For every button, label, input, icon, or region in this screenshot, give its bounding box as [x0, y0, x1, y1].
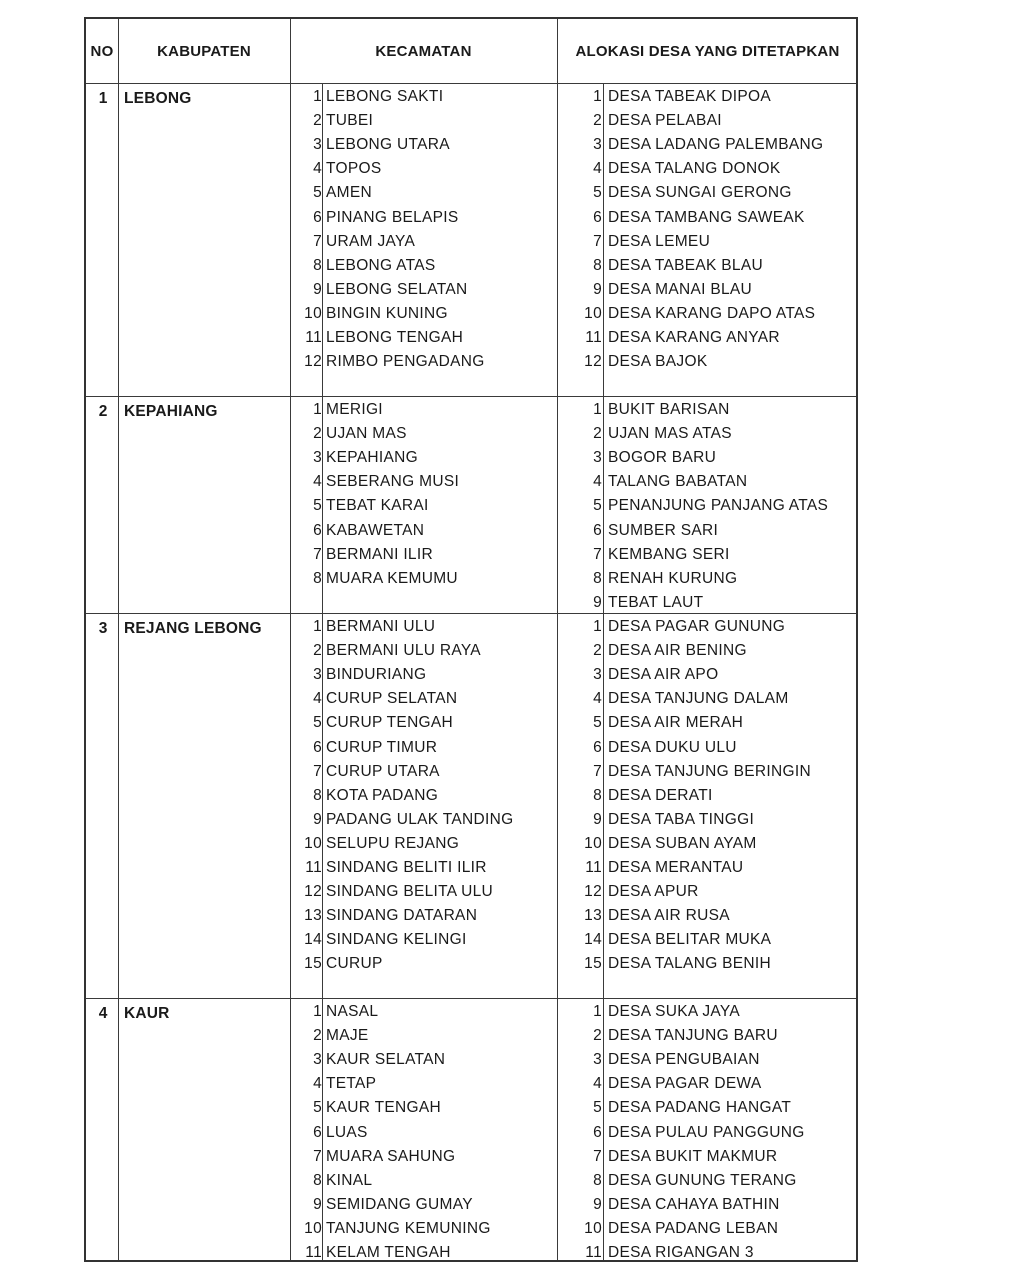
kecamatan-index: 3: [313, 1051, 322, 1069]
allocation-table: [84, 17, 858, 1262]
table-row: [86, 446, 856, 470]
kecamatan-index: 10: [304, 834, 322, 852]
kecamatan-name: CURUP TENGAH: [326, 714, 454, 732]
desa-index: 10: [584, 304, 602, 322]
table-row: [86, 1121, 856, 1145]
desa-index: 7: [593, 1147, 602, 1165]
desa-name: PENANJUNG PANJANG ATAS: [608, 497, 829, 515]
desa-name: DESA DUKU ULU: [608, 738, 737, 756]
table-row: [86, 519, 856, 543]
kecamatan-name: KOTA PADANG: [326, 786, 439, 804]
header-no: NO: [90, 43, 114, 60]
kecamatan-index: 13: [304, 907, 322, 925]
kecamatan-index: 11: [305, 1244, 322, 1261]
desa-name: DESA PADANG LEBAN: [608, 1219, 779, 1237]
kecamatan-index: 1: [313, 618, 322, 635]
kecamatan-name: LEBONG ATAS: [326, 256, 436, 274]
kecamatan-name: MERIGI: [326, 401, 383, 418]
table-row: [86, 1072, 856, 1096]
desa-index: 3: [593, 666, 602, 684]
desa-index: 14: [584, 931, 602, 949]
table-row: [86, 422, 856, 446]
table-row: [86, 639, 856, 663]
desa-name: TEBAT LAUT: [608, 593, 704, 611]
desa-index: 4: [593, 690, 602, 708]
kecamatan-index: 9: [313, 280, 322, 298]
kecamatan-name: LEBONG TENGAH: [326, 329, 464, 346]
desa-name: KEMBANG SERI: [608, 545, 730, 563]
kecamatan-name: MUARA KEMUMU: [326, 569, 458, 587]
desa-name: DESA KARANG ANYAR: [608, 329, 780, 346]
kecamatan-index: 3: [313, 136, 322, 154]
desa-index: 4: [593, 473, 602, 491]
kecamatan-name: BINGIN KUNING: [326, 304, 448, 322]
kecamatan-index: 1: [313, 401, 322, 418]
desa-name: DESA APUR: [608, 883, 699, 901]
desa-name: DESA BELITAR MUKA: [608, 931, 772, 949]
desa-name: DESA MERANTAU: [608, 859, 744, 876]
desa-index: 7: [593, 762, 602, 780]
table-row: [86, 952, 856, 976]
desa-index: 2: [593, 642, 602, 660]
desa-index: 7: [593, 545, 602, 563]
table-row: [86, 904, 856, 928]
kecamatan-name: MUARA SAHUNG: [326, 1147, 456, 1165]
desa-index: 12: [584, 353, 602, 371]
kecamatan-name: TUBEI: [326, 112, 374, 130]
table-row: [86, 1096, 856, 1120]
kecamatan-index: 9: [313, 1195, 322, 1213]
table-row: [86, 494, 856, 518]
kecamatan-index: 8: [313, 786, 322, 804]
table-row: [86, 711, 856, 735]
desa-index: 2: [593, 1027, 602, 1045]
kecamatan-index: 7: [313, 762, 322, 780]
desa-index: 8: [593, 1171, 602, 1189]
kecamatan-index: 10: [304, 1219, 322, 1237]
kabupaten-name: REJANG LEBONG: [124, 620, 262, 637]
desa-index: 1: [593, 618, 602, 635]
header-alokasi-desa: ALOKASI DESA YANG DITETAPKAN: [575, 43, 840, 60]
kecamatan-index: 7: [313, 232, 322, 250]
desa-name: DESA PAGAR GUNUNG: [608, 618, 786, 635]
desa-index: 5: [593, 497, 602, 515]
desa-name: DESA SUNGAI GERONG: [608, 184, 792, 202]
kecamatan-index: 2: [313, 642, 322, 660]
desa-name: DESA AIR APO: [608, 666, 719, 684]
kecamatan-index: 5: [313, 184, 322, 202]
kabupaten-number: 1: [98, 90, 108, 107]
kabupaten-number: 2: [98, 403, 108, 420]
table-row: [86, 254, 856, 278]
kecamatan-index: 14: [304, 931, 322, 949]
table-row: [86, 278, 856, 302]
kecamatan-name: SINDANG BELITA ULU: [326, 883, 494, 901]
desa-name: BOGOR BARU: [608, 449, 717, 467]
desa-index: 3: [593, 449, 602, 467]
desa-index: 6: [593, 1123, 602, 1141]
kecamatan-index: 8: [313, 569, 322, 587]
desa-name: DESA TABEAK BLAU: [608, 256, 763, 274]
kecamatan-name: KAUR TENGAH: [326, 1099, 441, 1117]
desa-index: 13: [584, 907, 602, 925]
kecamatan-name: KEPAHIANG: [326, 449, 418, 467]
desa-name: DESA PAGAR DEWA: [608, 1075, 762, 1093]
desa-index: 10: [584, 834, 602, 852]
desa-name: DESA TABA TINGGI: [608, 810, 755, 828]
kecamatan-name: SINDANG BELITI ILIR: [326, 859, 487, 876]
kecamatan-index: 11: [305, 329, 322, 346]
kecamatan-name: CURUP SELATAN: [326, 690, 458, 708]
kecamatan-index: 11: [305, 859, 322, 876]
kecamatan-name: URAM JAYA: [326, 232, 416, 250]
desa-name: DESA BUKIT MAKMUR: [608, 1147, 778, 1165]
kecamatan-name: TANJUNG KEMUNING: [326, 1219, 491, 1237]
desa-name: DESA CAHAYA BATHIN: [608, 1195, 780, 1213]
kecamatan-index: 6: [313, 1123, 322, 1141]
kecamatan-name: CURUP: [326, 955, 383, 973]
desa-index: 12: [584, 883, 602, 901]
desa-index: 10: [584, 1219, 602, 1237]
kecamatan-index: 8: [313, 1171, 322, 1189]
table-row: [86, 1048, 856, 1072]
kecamatan-name: SINDANG KELINGI: [326, 931, 467, 949]
desa-name: DESA RIGANGAN 3: [608, 1244, 754, 1261]
table-row: [86, 230, 856, 254]
kecamatan-name: CURUP TIMUR: [326, 738, 438, 756]
table-row: [86, 109, 856, 133]
desa-index: 6: [593, 738, 602, 756]
table-row: [86, 206, 856, 230]
desa-name: DESA SUKA JAYA: [608, 1003, 740, 1020]
desa-name: DESA BAJOK: [608, 353, 708, 371]
desa-index: 15: [584, 955, 602, 973]
desa-index: 6: [593, 208, 602, 226]
kecamatan-name: TEBAT KARAI: [326, 497, 429, 515]
kecamatan-index: 8: [313, 256, 322, 274]
kecamatan-name: KABAWETAN: [326, 521, 425, 539]
kecamatan-index: 4: [313, 1075, 322, 1093]
desa-index: 11: [585, 859, 602, 876]
table-row: [86, 687, 856, 711]
desa-name: TALANG BABATAN: [608, 473, 748, 491]
kabupaten-name: KEPAHIANG: [124, 403, 218, 420]
desa-name: DESA MANAI BLAU: [608, 280, 753, 298]
desa-name: DESA TALANG BENIH: [608, 955, 772, 973]
desa-index: 11: [585, 1244, 602, 1261]
header-kabupaten: KABUPATEN: [157, 43, 251, 60]
table-row: [86, 663, 856, 687]
kecamatan-index: 12: [304, 353, 322, 371]
kecamatan-name: BERMANI ULU RAYA: [326, 642, 481, 660]
desa-index: 7: [593, 232, 602, 250]
desa-name: DESA TABEAK DIPOA: [608, 88, 772, 105]
kabupaten-number: 4: [98, 1005, 108, 1022]
kecamatan-index: 5: [313, 1099, 322, 1117]
table-row: [86, 784, 856, 808]
table-row: [86, 856, 856, 880]
kabupaten-number: 3: [98, 620, 108, 637]
kecamatan-name: SEMIDANG GUMAY: [326, 1195, 473, 1213]
kecamatan-name: KAUR SELATAN: [326, 1051, 446, 1069]
desa-index: 9: [593, 1195, 602, 1213]
table-row: [86, 832, 856, 856]
desa-index: 9: [593, 810, 602, 828]
desa-name: DESA DERATI: [608, 786, 713, 804]
table-row: [86, 85, 856, 109]
kecamatan-name: LEBONG SAKTI: [326, 88, 444, 105]
table-row: [86, 1169, 856, 1193]
kecamatan-name: KELAM TENGAH: [326, 1244, 451, 1261]
kecamatan-name: TOPOS: [326, 160, 382, 178]
kecamatan-index: 6: [313, 738, 322, 756]
table-row: [86, 470, 856, 494]
desa-name: DESA AIR BENING: [608, 642, 747, 660]
table-row: [86, 133, 856, 157]
table-row: [86, 302, 856, 326]
table-row: [86, 567, 856, 591]
kecamatan-index: 1: [313, 88, 322, 105]
desa-index: 8: [593, 256, 602, 274]
desa-name: UJAN MAS ATAS: [608, 425, 732, 443]
kecamatan-name: MAJE: [326, 1027, 369, 1045]
kecamatan-index: 6: [313, 521, 322, 539]
kecamatan-index: 4: [313, 690, 322, 708]
desa-index: 1: [593, 88, 602, 105]
group-divider: [86, 396, 856, 397]
desa-name: DESA LADANG PALEMBANG: [608, 136, 824, 154]
desa-index: 5: [593, 1099, 602, 1117]
kecamatan-index: 4: [313, 160, 322, 178]
desa-name: DESA AIR RUSA: [608, 907, 730, 925]
desa-name: DESA TANJUNG BERINGIN: [608, 762, 811, 780]
kecamatan-index: 12: [304, 883, 322, 901]
desa-index: 9: [593, 280, 602, 298]
desa-name: DESA TANJUNG DALAM: [608, 690, 789, 708]
kecamatan-index: 4: [313, 473, 322, 491]
desa-index: 5: [593, 714, 602, 732]
kecamatan-index: 5: [313, 714, 322, 732]
desa-index: 11: [585, 329, 602, 346]
kecamatan-index: 15: [304, 955, 322, 973]
table-row: [86, 928, 856, 952]
desa-index: 6: [593, 521, 602, 539]
kecamatan-name: NASAL: [326, 1003, 379, 1020]
desa-index: 4: [593, 1075, 602, 1093]
desa-name: BUKIT BARISAN: [608, 401, 730, 418]
kecamatan-index: 2: [313, 425, 322, 443]
desa-name: DESA LEMEU: [608, 232, 711, 250]
kecamatan-name: LUAS: [326, 1123, 368, 1141]
kecamatan-index: 3: [313, 449, 322, 467]
desa-index: 1: [593, 401, 602, 418]
table-row: [86, 1241, 856, 1265]
kecamatan-name: SEBERANG MUSI: [326, 473, 460, 491]
kecamatan-name: SINDANG DATARAN: [326, 907, 478, 925]
desa-name: DESA TAMBANG SAWEAK: [608, 208, 805, 226]
desa-name: DESA GUNUNG TERANG: [608, 1171, 797, 1189]
table-row: [86, 1145, 856, 1169]
kecamatan-index: 1: [313, 1003, 322, 1020]
desa-index: 8: [593, 569, 602, 587]
desa-name: DESA PELABAI: [608, 112, 722, 130]
table-row: [86, 1024, 856, 1048]
group-divider: [86, 998, 856, 999]
table-row: [86, 326, 856, 350]
kecamatan-name: BINDURIANG: [326, 666, 427, 684]
kecamatan-index: 9: [313, 810, 322, 828]
kecamatan-name: SELUPU REJANG: [326, 834, 460, 852]
kecamatan-index: 7: [313, 545, 322, 563]
kecamatan-name: BERMANI ILIR: [326, 545, 433, 563]
kabupaten-name: KAUR: [124, 1005, 170, 1022]
desa-index: 8: [593, 786, 602, 804]
kecamatan-index: 3: [313, 666, 322, 684]
table-row: [86, 1193, 856, 1217]
desa-name: DESA TANJUNG BARU: [608, 1027, 778, 1045]
kecamatan-index: 6: [313, 208, 322, 226]
kecamatan-index: 5: [313, 497, 322, 515]
kecamatan-name: TETAP: [326, 1075, 377, 1093]
desa-index: 1: [593, 1003, 602, 1020]
table-row: [86, 543, 856, 567]
header-kecamatan: KECAMATAN: [375, 43, 472, 60]
table-row: [86, 1217, 856, 1241]
desa-name: SUMBER SARI: [608, 521, 719, 539]
desa-index: 5: [593, 184, 602, 202]
desa-index: 2: [593, 112, 602, 130]
kecamatan-name: PADANG ULAK TANDING: [326, 810, 514, 828]
table-row: [86, 157, 856, 181]
table-row: [86, 398, 856, 422]
desa-index: 3: [593, 1051, 602, 1069]
kecamatan-name: UJAN MAS: [326, 425, 407, 443]
kabupaten-name: LEBONG: [124, 90, 192, 107]
kecamatan-name: LEBONG SELATAN: [326, 280, 468, 298]
desa-index: 2: [593, 425, 602, 443]
kecamatan-name: CURUP UTARA: [326, 762, 440, 780]
kecamatan-name: KINAL: [326, 1171, 373, 1189]
table-row: [86, 181, 856, 205]
kecamatan-name: AMEN: [326, 184, 372, 202]
table-row: [86, 808, 856, 832]
kecamatan-name: PINANG BELAPIS: [326, 208, 459, 226]
kecamatan-name: RIMBO PENGADANG: [326, 353, 485, 371]
table-row: [86, 615, 856, 639]
desa-name: DESA PENGUBAIAN: [608, 1051, 760, 1069]
table-row: [86, 736, 856, 760]
desa-index: 9: [593, 593, 602, 611]
kecamatan-index: 2: [313, 1027, 322, 1045]
kecamatan-name: BERMANI ULU: [326, 618, 436, 635]
table-row: [86, 350, 856, 374]
kecamatan-index: 2: [313, 112, 322, 130]
desa-name: DESA PADANG HANGAT: [608, 1099, 792, 1117]
table-row: [86, 591, 856, 615]
desa-index: 4: [593, 160, 602, 178]
desa-name: DESA SUBAN AYAM: [608, 834, 757, 852]
desa-name: DESA PULAU PANGGUNG: [608, 1123, 805, 1141]
kecamatan-index: 10: [304, 304, 322, 322]
kecamatan-index: 7: [313, 1147, 322, 1165]
desa-name: DESA AIR MERAH: [608, 714, 744, 732]
table-row: [86, 760, 856, 784]
table-row: [86, 1000, 856, 1024]
desa-name: DESA KARANG DAPO ATAS: [608, 304, 816, 322]
header-divider: [86, 83, 856, 84]
desa-name: DESA TALANG DONOK: [608, 160, 781, 178]
desa-name: RENAH KURUNG: [608, 569, 738, 587]
table-row: [86, 880, 856, 904]
desa-index: 3: [593, 136, 602, 154]
kecamatan-name: LEBONG UTARA: [326, 136, 450, 154]
